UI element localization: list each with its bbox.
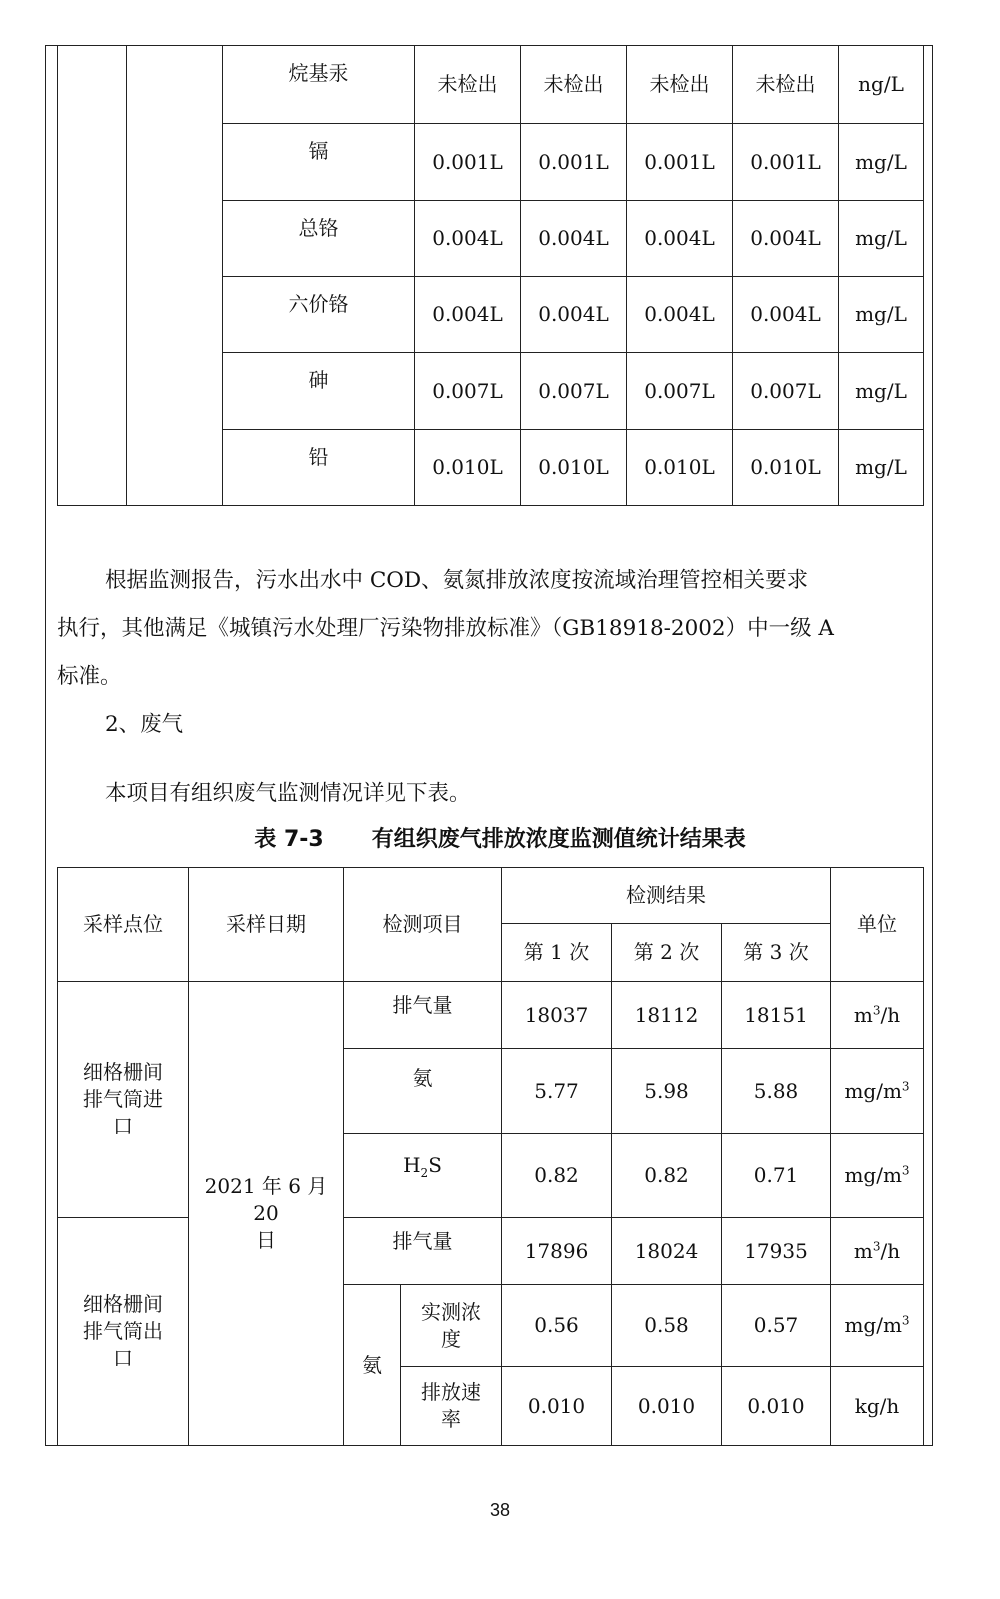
- value-cell: 18037: [502, 982, 612, 1049]
- value-cell: 0.010L: [521, 430, 627, 506]
- item-cell: 氨: [344, 1049, 502, 1134]
- item-cell: 铅: [223, 430, 415, 506]
- value-cell: 未检出: [521, 46, 627, 124]
- unit-sup: 3: [901, 1313, 910, 1328]
- table-row: [58, 46, 924, 124]
- value-cell: 0.007L: [733, 353, 839, 430]
- paragraph-line: 根据监测报告，污水出水中 COD、氨氮排放浓度按流域治理管控相关要求: [105, 568, 809, 593]
- item-cell: 镉: [223, 124, 415, 201]
- value-cell: 0.82: [612, 1134, 722, 1218]
- unit-sup: 3: [872, 1002, 881, 1017]
- paragraph-line: 标准。: [57, 664, 122, 689]
- value-cell: 0.004L: [415, 201, 521, 277]
- value-cell: 0.010: [612, 1367, 722, 1446]
- sub-item-line: 度: [441, 1326, 461, 1351]
- unit-cell: [831, 982, 924, 1049]
- water-monitoring-table-continued: [57, 45, 924, 506]
- unit-cell: [831, 1218, 924, 1285]
- exhaust-gas-monitoring-table: [57, 867, 924, 1446]
- body-paragraph: [57, 557, 923, 701]
- value-cell: 0.001L: [733, 124, 839, 201]
- value-cell: 18024: [612, 1218, 722, 1285]
- ammonia-group-label: 氨: [344, 1285, 401, 1446]
- value-cell: 0.001L: [415, 124, 521, 201]
- item-cell: 排气量: [344, 982, 502, 1049]
- site-line: 细格栅间: [83, 1060, 163, 1084]
- page-number: 38: [489, 1500, 511, 1520]
- header-item: 检测项目: [344, 868, 502, 982]
- site-outlet: [58, 1218, 189, 1446]
- value-cell: 0.56: [502, 1285, 612, 1367]
- unit-cell: mg/L: [839, 353, 924, 430]
- unit-cell: [831, 1049, 924, 1134]
- intro-text: 本项目有组织废气监测情况详见下表。: [105, 781, 471, 806]
- value-cell: 0.010L: [733, 430, 839, 506]
- value-cell: 0.010L: [415, 430, 521, 506]
- value-cell: 17935: [722, 1218, 831, 1285]
- site-line: 口: [113, 1114, 133, 1138]
- table-row: [58, 982, 924, 1049]
- intro-paragraph: [57, 770, 923, 818]
- value-cell: 0.007L: [415, 353, 521, 430]
- merged-blank-cell: [58, 46, 127, 506]
- table-title: 有组织废气排放浓度监测值统计结果表: [371, 827, 746, 852]
- unit-cell: [831, 1285, 924, 1367]
- site-line: 排气筒出: [83, 1319, 163, 1343]
- value-cell: 0.004L: [627, 277, 733, 353]
- item-cell: 砷: [223, 353, 415, 430]
- item-sub: 2: [420, 1166, 429, 1180]
- header-run-3: 第 3 次: [722, 924, 831, 982]
- item-cell: 排气量: [344, 1218, 502, 1285]
- item-cell: [344, 1134, 502, 1218]
- header-unit: 单位: [831, 868, 924, 982]
- sub-item-cell: [401, 1285, 502, 1367]
- value-cell: 0.004L: [627, 201, 733, 277]
- item-text: S: [428, 1153, 442, 1177]
- value-cell: 18112: [612, 982, 722, 1049]
- value-cell: 5.98: [612, 1049, 722, 1134]
- unit-cell: kg/h: [831, 1367, 924, 1446]
- value-cell: 0.004L: [521, 201, 627, 277]
- site-line: 口: [113, 1346, 133, 1370]
- date-line: 2021 年 6 月 20: [204, 1174, 328, 1225]
- value-cell: 0.004L: [521, 277, 627, 353]
- item-cell: 烷基汞: [223, 46, 415, 124]
- unit-text: m: [853, 1002, 873, 1027]
- sub-item-line: 率: [441, 1407, 461, 1431]
- site-line: 排气筒进: [83, 1087, 163, 1111]
- table-caption: [0, 822, 1000, 853]
- unit-text: mg/m: [844, 1163, 902, 1187]
- value-cell: 0.004L: [733, 201, 839, 277]
- value-cell: 5.88: [722, 1049, 831, 1134]
- date-line: 日: [256, 1228, 276, 1252]
- value-cell: 5.77: [502, 1049, 612, 1134]
- value-cell: 0.001L: [521, 124, 627, 201]
- unit-cell: mg/L: [839, 201, 924, 277]
- value-cell: 0.71: [722, 1134, 831, 1218]
- merged-blank-cell: [127, 46, 223, 506]
- value-cell: 未检出: [627, 46, 733, 124]
- paragraph-line: 执行，其他满足《城镇污水处理厂污染物排放标准》（GB18918-2002）中一级 A: [57, 616, 834, 641]
- section-heading-text: 2、废气: [105, 712, 184, 737]
- unit-text: mg/m: [844, 1313, 902, 1337]
- unit-sup: 3: [901, 1078, 910, 1093]
- table-row: [58, 1218, 924, 1285]
- unit-cell: mg/L: [839, 430, 924, 506]
- value-cell: 0.82: [502, 1134, 612, 1218]
- value-cell: 未检出: [415, 46, 521, 124]
- sub-item-line: 排放速: [421, 1380, 481, 1404]
- sampling-date: [189, 982, 344, 1446]
- value-cell: 0.010: [722, 1367, 831, 1446]
- item-cell: 六价铬: [223, 277, 415, 353]
- value-cell: 18151: [722, 982, 831, 1049]
- table-number: 表 7-3: [254, 827, 324, 852]
- sub-item-cell: [401, 1367, 502, 1446]
- value-cell: 0.010: [502, 1367, 612, 1446]
- unit-cell: ng/L: [839, 46, 924, 124]
- unit-sup: 3: [901, 1163, 910, 1178]
- value-cell: 0.57: [722, 1285, 831, 1367]
- unit-text: mg/m: [844, 1078, 902, 1103]
- unit-cell: mg/L: [839, 277, 924, 353]
- value-cell: 0.007L: [627, 353, 733, 430]
- item-cell: 总铬: [223, 201, 415, 277]
- value-cell: 17896: [502, 1218, 612, 1285]
- unit-cell: mg/L: [839, 124, 924, 201]
- unit-text: m: [853, 1238, 873, 1263]
- section-heading: [57, 701, 923, 749]
- value-cell: 0.004L: [415, 277, 521, 353]
- value-cell: 0.004L: [733, 277, 839, 353]
- item-text: H: [403, 1153, 421, 1177]
- header-date: 采样日期: [189, 868, 344, 982]
- value-cell: 0.007L: [521, 353, 627, 430]
- value-cell: 0.58: [612, 1285, 722, 1367]
- header-results: 检测结果: [502, 868, 831, 924]
- site-line: 细格栅间: [83, 1292, 163, 1316]
- header-run-1: 第 1 次: [502, 924, 612, 982]
- value-cell: 0.010L: [627, 430, 733, 506]
- header-run-2: 第 2 次: [612, 924, 722, 982]
- site-inlet: [58, 982, 189, 1218]
- header-site: 采样点位: [58, 868, 189, 982]
- value-cell: 未检出: [733, 46, 839, 124]
- unit-text: /h: [880, 1238, 901, 1263]
- unit-text: /h: [880, 1002, 901, 1027]
- unit-cell: [831, 1134, 924, 1218]
- sub-item-line: 实测浓: [421, 1299, 481, 1324]
- header-row: [58, 868, 924, 924]
- unit-sup: 3: [872, 1238, 881, 1253]
- value-cell: 0.001L: [627, 124, 733, 201]
